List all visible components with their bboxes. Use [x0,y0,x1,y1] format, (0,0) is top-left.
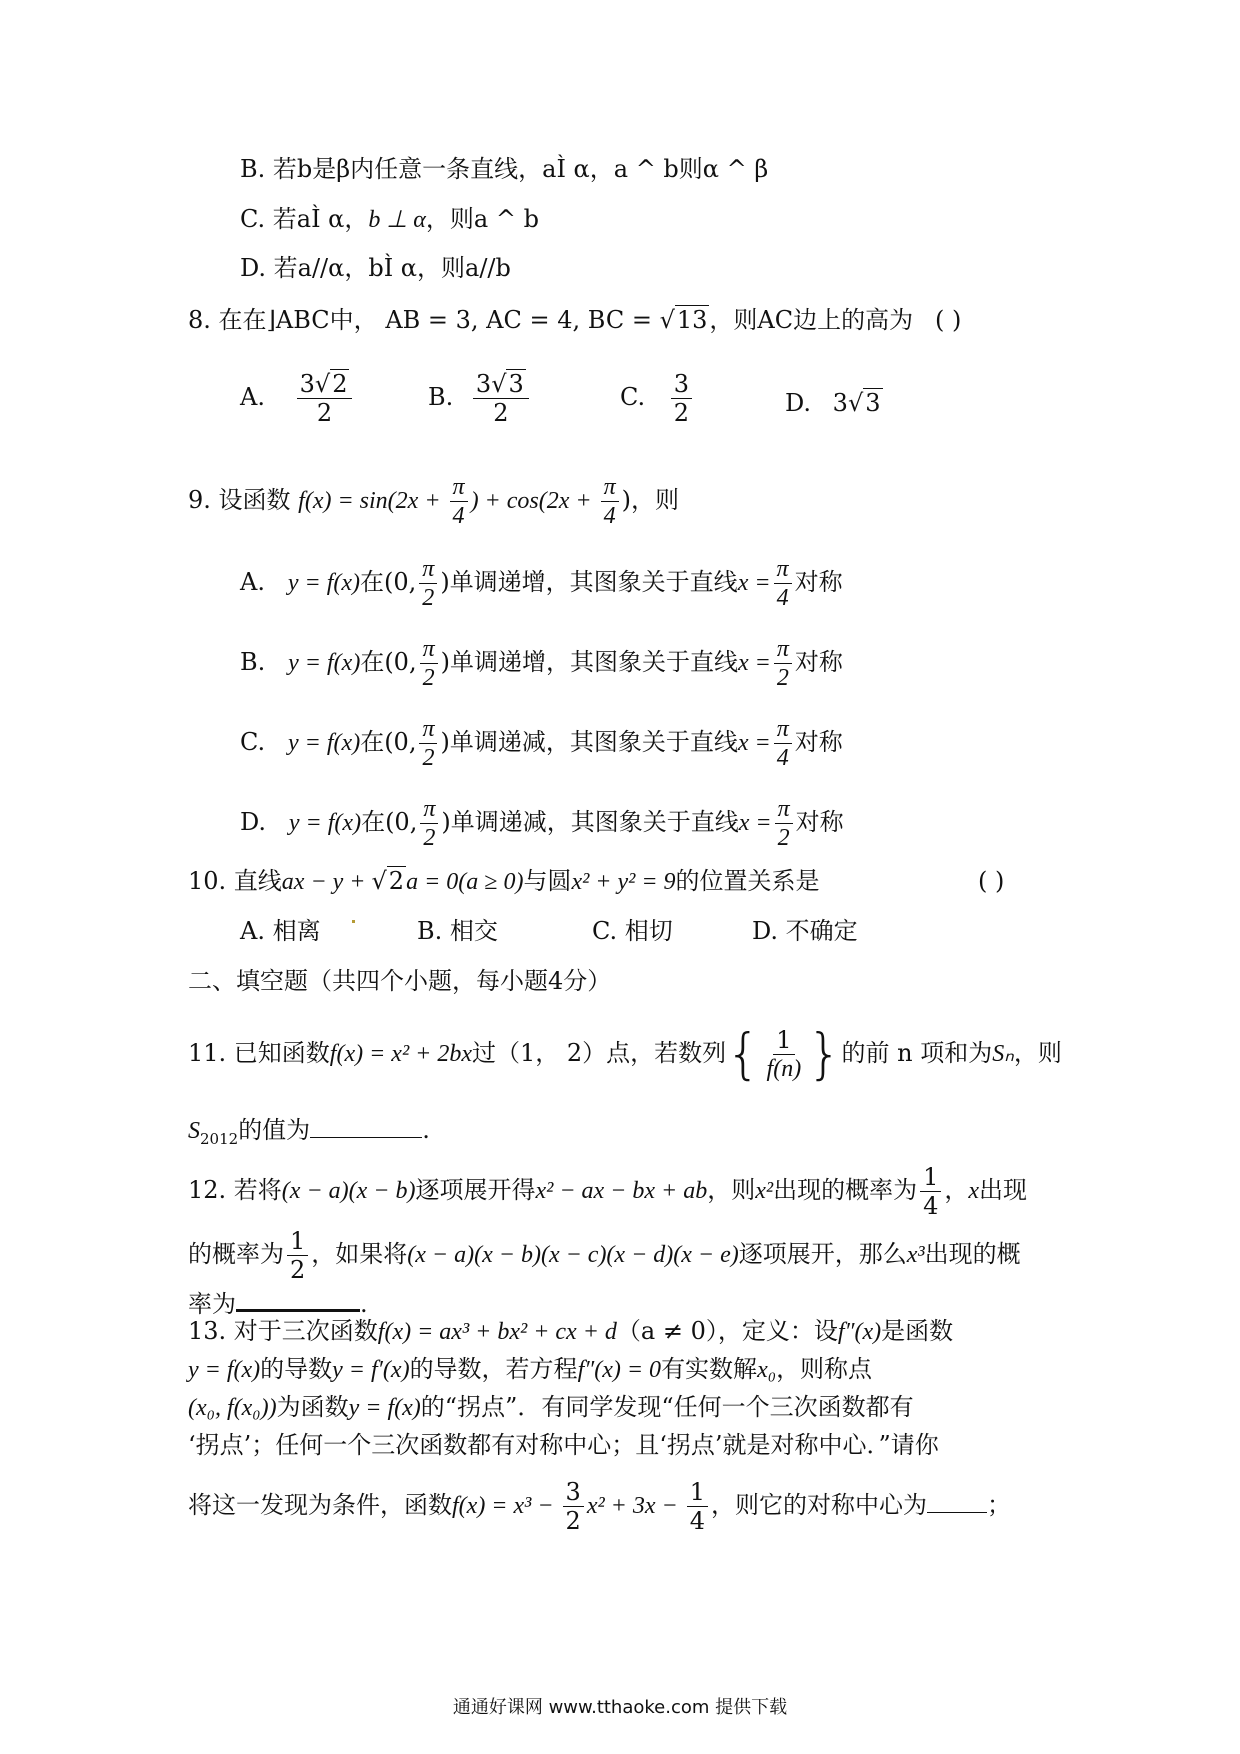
q13-line1: 13. 对于三次函数f(x) = ax³ + bx² + cx + d（a ≠ 0），定义：设f″(x)是函数 [188,1317,954,1345]
answer-blank [236,1285,360,1312]
stray-dot [352,920,355,923]
q12-line2: 的概率为 $\frac{1}{2}$ ，如果将(x − a)(x − b)(x − c)(x − d)(x − e)逐项展开，那么x³出现的概 [188,1227,1021,1284]
q10-stem: 10. 直线ax − y + √2a = 0(a ≥ 0)与圆x² + y² = 9的位置关系是 [188,867,820,895]
fraction: $\frac{\pi}{2}$ [775,795,793,852]
fraction: $\frac{\pi}{2}$ [420,635,438,692]
fraction: $\frac{\pi}{4}$ [450,473,468,530]
fraction: $\frac{\pi}{4}$ [601,473,619,530]
q8-option-d: D. 3√3 [785,389,881,417]
q13-line2: y = f(x)的导数y = f′(x)的导数，若方程f″(x) = 0有实数解x₀，则称点 [188,1355,873,1383]
q11-stem: 11. 已知函数f(x) = x² + 2bx过（1， 2）点，若数列{ $\frac{1}{f(n)}$ }的前 n 项和为Sₙ，则 [188,1022,1062,1086]
q9-option-d: D. y = f(x)在(0, $\frac{\pi}{2}$ )单调递减，其图象关于直线x = $\frac{\pi}{2}$ 对称 [240,796,844,851]
q13-line3: (x₀, f(x₀))为函数y = f(x)的“拐点”．有同学发现“任何一个三次函数都有 [188,1393,914,1421]
q8-stem: 8. 在在⌋ABC中， AB = 3, AC = 4, BC = √13，则AC边上的高为 [188,306,914,334]
fraction: $\frac{\pi}{4}$ [774,715,792,772]
q8-option-b: B. $\frac{3√3}{2}$ [428,370,532,427]
q9-option-a: A. y = f(x)在(0, $\frac{\pi}{2}$ )单调递增，其图象关于直线x = $\frac{\pi}{4}$ 对称 [240,556,843,611]
q12-line1: 12. 若将(x − a)(x − b)逐项展开得x² − ax − bx + ab，则x²出现的概率为 $\frac{1}{4}$ ，x出现 [188,1163,1028,1220]
q13-line4: ‘拐点’；任何一个三次函数都有对称中心；且‘拐点’就是对称中心．”请你 [188,1431,939,1459]
q8-option-c: C. $\frac{3}{2}$ [620,370,695,427]
q10-option-d: D. 不确定 [752,917,858,945]
q7-option-c: C. 若aÌ α，b ⊥ α，则a ^ b [240,205,539,233]
q7-option-d: D. 若a//α，bÌ α，则a//b [240,254,511,282]
page-footer: 通通好课网 www.tthaoke.com 提供下载 [452,1697,788,1718]
fraction: $\frac{\pi}{2}$ [419,555,437,612]
fraction: $\frac{1}{4}$ [687,1478,708,1535]
q10-option-a: A. 相离 [240,917,321,945]
q9-stem: 9. 设函数 f(x) = sin(2x + $\frac{\pi}{4}$ ) + cos(2x + $\frac{\pi}{4}$ )，则 [188,474,679,529]
fraction: $\frac{1}{4}$ [920,1163,941,1220]
fraction: $\frac{3√3}{2}$ [473,370,529,427]
fraction: $\frac{\pi}{2}$ [420,795,438,852]
fraction: $\frac{1}{f(n)}$ [766,1026,802,1082]
q7-option-b: B. 若b是β内任意一条直线，aÌ α，a ^ b则α ^ β [240,155,769,183]
q8-option-a: A. $\frac{3√2}{2}$ [240,370,355,427]
q10-option-b: B. 相交 [417,917,498,945]
q12-line3: 率为 . [188,1285,368,1319]
fraction: $\frac{3√2}{2}$ [297,370,353,427]
q13-line5: 将这一发现为条件，函数f(x) = x³ − $\frac{3}{2}$ x² + 3x − $\frac{1}{4}$ ，则它的对称中心为 ； [188,1478,1011,1535]
answer-blank [927,1488,987,1513]
q10-option-c: C. 相切 [592,917,673,945]
q10-answer-paren: ( ) [978,867,1005,895]
fraction: $\frac{1}{2}$ [287,1227,308,1284]
q11-line2: $S_{2012}$的值为 . [188,1113,430,1154]
q8-answer-paren: ( ) [935,306,962,334]
answer-blank [310,1113,422,1138]
fraction: $\frac{\pi}{2}$ [774,635,792,692]
fraction: $\frac{\pi}{2}$ [419,715,437,772]
fraction: $\frac{\pi}{4}$ [774,555,792,612]
fraction: $\frac{3}{2}$ [563,1478,584,1535]
q9-option-c: C. y = f(x)在(0, $\frac{\pi}{2}$ )单调递减，其图象关于直线x = $\frac{\pi}{4}$ 对称 [240,716,843,771]
section-heading: 二、填空题（共四个小题，每小题4分） [188,967,612,995]
fraction: $\frac{3}{2}$ [671,370,692,427]
q9-option-b: B. y = f(x)在(0, $\frac{\pi}{2}$ )单调递增，其图象关于直线x = $\frac{\pi}{2}$ 对称 [240,636,843,691]
